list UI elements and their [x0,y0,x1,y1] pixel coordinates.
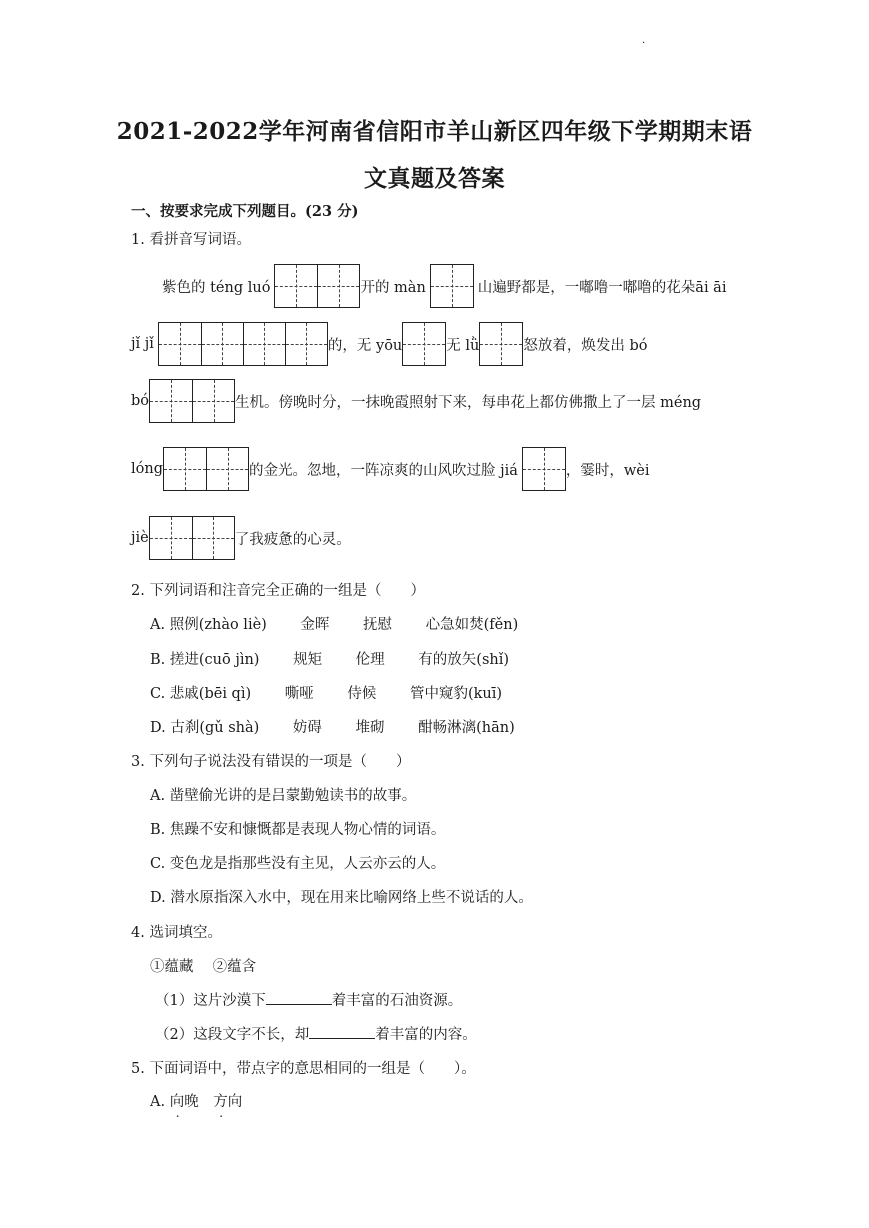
question-3-stem: 3. 下列句子说法没有错误的一项是（ ） [131,754,411,770]
writing-box-aiaijiji[interactable] [158,322,328,366]
doc-title-line-2: 文真题及答案 [364,165,505,192]
question-2-stem: 2. 下列词语和注音完全正确的一组是（ ） [131,583,425,599]
pinyin-text: ，霎时，wèi [565,462,650,479]
question-4-choices: ①蕴藏 ②蕴含 [150,959,257,975]
pinyin-text: bó [131,393,150,409]
fill-blank-2[interactable] [309,1024,375,1039]
question-3-option-c: C. 变色龙是指那些没有主见，人云亦云的人。 [150,856,446,872]
question-2-option-b: B. 搓进(cuō jìn) 规矩 伦理 有的放矢(shǐ) [150,652,510,668]
writing-box-lu[interactable] [479,322,523,366]
pinyin-row-5 [131,516,351,560]
question-4-sentence-1 [155,989,462,1010]
sentence-text: 着丰富的石油资源。 [331,993,463,1009]
sentence-text: （2）这段文字不长，却 [155,1027,310,1043]
writing-box-man[interactable] [430,264,474,308]
question-5-option-a [150,1090,242,1111]
writing-box-tengluo[interactable] [274,264,360,308]
pinyin-text: lóng [131,461,163,477]
question-5-stem: 5. 下面词语中，带点字的意思相同的一组是（ ）。 [131,1061,476,1077]
pinyin-text: jǐ jǐ [131,336,154,352]
option-label: A. [150,1094,170,1110]
writing-box-menglong[interactable] [163,447,249,491]
doc-title-line-1: 2021-2022学年河南省信阳市羊山新区四年级下学期期末语 [116,118,753,145]
pinyin-text: 开的 màn [360,279,426,296]
question-2-option-c: C. 悲戚(bēi qì) 嘶哑 侍候 管中窥豹(kuī) [150,686,503,702]
question-3-option-a: A. 凿壁偷光讲的是吕蒙勤勉读书的故事。 [150,788,417,804]
pinyin-text: 怒放着，焕发出 bó [523,337,648,354]
pinyin-row-2 [131,322,647,366]
question-3-option-d: D. 潜水原指深入水中，现在用来比喻网络上些不说话的人。 [150,890,533,906]
pinyin-text: 无 lǜ [446,337,480,354]
question-4-sentence-2 [155,1023,477,1044]
option-word-2: 方向 [213,1094,243,1110]
pinyin-text: 生机。傍晚时分，一抹晚霞照射下来，每串花上都仿佛撒上了一层 méng [235,394,702,411]
question-2-option-d: D. 古刹(gǔ shà) 妨碍 堆砌 酣畅淋漓(hān) [150,720,515,736]
option-word-1: 向晚 [169,1094,199,1110]
pinyin-row-4 [131,447,650,491]
question-4-stem: 4. 选词填空。 [131,925,222,941]
pinyin-row-1 [162,264,726,308]
pinyin-text: 了我疲惫的心灵。 [234,531,351,548]
fill-blank-1[interactable] [266,990,332,1005]
question-3-option-b: B. 焦躁不安和慷慨都是表现人物心情的词语。 [150,822,446,838]
writing-box-jia[interactable] [522,447,566,491]
writing-box-bobo[interactable] [149,379,235,423]
pinyin-text: jiè [131,530,149,546]
pinyin-text: 的，无 yōu [327,337,403,354]
question-1-stem: 1. 看拼音写词语。 [131,232,251,248]
pinyin-text: 紫色的 téng luó [162,279,271,296]
pinyin-text: 山遍野都是，一嘟噜一嘟噜的花朵āi āi [477,279,727,296]
sentence-text: （1）这片沙漠下 [155,993,266,1009]
pinyin-row-3 [131,379,701,423]
header-dot: · [642,38,646,49]
section-heading: 一、按要求完成下列题目。(23 分) [131,203,359,220]
writing-box-weijie[interactable] [149,516,235,560]
writing-box-you[interactable] [402,322,446,366]
sentence-text: 着丰富的内容。 [375,1027,477,1043]
question-2-option-a: A. 照例(zhào liè) 金晖 抚慰 心急如焚(fěn) [150,617,519,633]
pinyin-text: 的金光。忽地，一阵凉爽的山风吹过脸 jiá [249,462,518,479]
